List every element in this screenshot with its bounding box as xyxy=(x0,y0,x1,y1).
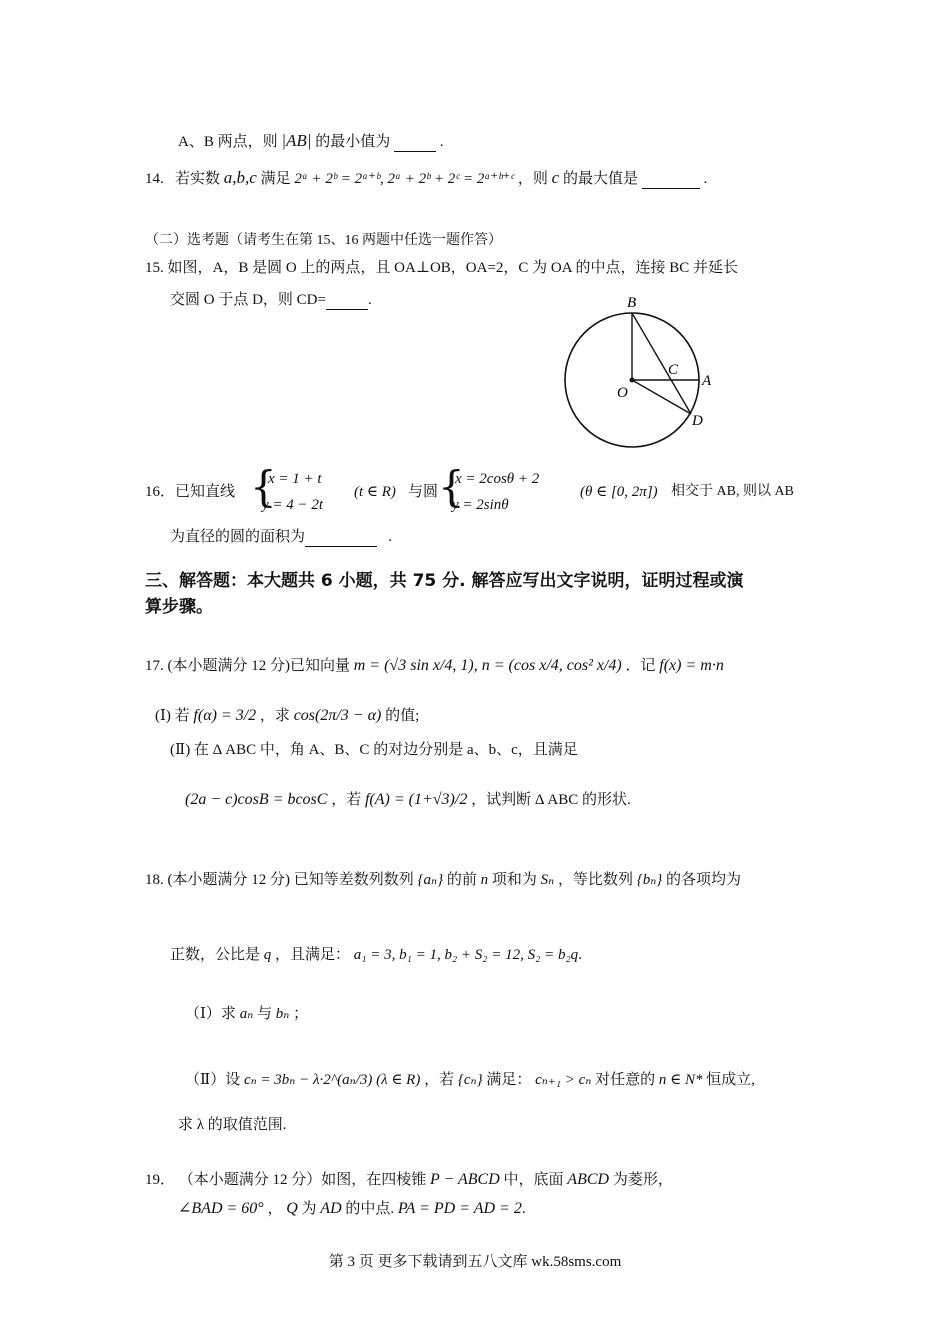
q13-end: . xyxy=(439,134,444,150)
q18-p1-a: （Ⅰ）求 xyxy=(185,1006,236,1022)
q18-an-seq: {aₙ} xyxy=(417,872,444,888)
q15-circle-figure xyxy=(555,288,755,458)
q17-part1 xyxy=(155,706,419,726)
q17-p2-condition: (2a − c)cosB = bcosC xyxy=(185,791,328,808)
q13-ab-abs: |AB| xyxy=(281,131,312,150)
q16-line-eq1: x = 1 + t xyxy=(268,471,322,487)
q18-p2-b: ，若 xyxy=(424,1072,455,1088)
q17-vectors: m = (√3 sin x/4, 1), n = (cos x/4, cos² x/4) xyxy=(353,657,622,674)
q19-line2-end: . xyxy=(521,1201,526,1217)
q16-line-brace: { xyxy=(250,462,277,511)
q13-text-a: A、B 两点，则 xyxy=(178,134,278,150)
q14-answer-blank xyxy=(642,188,700,189)
q18-n: n xyxy=(480,872,489,888)
q18-q: q xyxy=(263,947,272,963)
q16-circle-eq2: y = 2sinθ xyxy=(452,497,509,513)
segment-bd xyxy=(632,313,691,414)
q19-q: Q xyxy=(286,1200,298,1217)
label-a: A xyxy=(702,373,712,389)
q18-p2-set: {cₙ} xyxy=(457,1072,483,1088)
q19-line2-a: ， xyxy=(267,1201,283,1217)
q18-text-e: 的各项均为 xyxy=(666,872,742,888)
q17-p1-label: (Ⅰ) 若 xyxy=(155,708,190,724)
q16-param-theta: (θ ∈ [0, 2π]) xyxy=(580,484,658,500)
q19-text-c: 为菱形， xyxy=(612,1172,673,1188)
q17-fx-def: f(x) = m·n xyxy=(659,657,724,674)
q18-text-d: ，等比数列 xyxy=(557,872,633,888)
q13-answer-blank xyxy=(394,151,436,152)
q18-part2-line2: 求 λ 的取值范围. xyxy=(178,1117,287,1133)
q18-p2-a: （Ⅱ）设 xyxy=(185,1072,241,1088)
q18-bn-seq: {bₙ} xyxy=(636,872,663,888)
q13-tail-line xyxy=(178,131,443,152)
q18-part1 xyxy=(185,1004,308,1024)
q14-text-b: 满足 xyxy=(260,171,291,187)
q17-part2-line2 xyxy=(185,790,631,810)
q16-answer-blank xyxy=(305,546,377,547)
q14-text-d: 的最大值是 xyxy=(562,171,638,187)
q16-line2-text: 为直径的圆的面积为 xyxy=(170,529,306,545)
q16-tail: 相交于 AB, 则以 AB xyxy=(671,484,794,499)
q18-line2-b: ，且满足： xyxy=(275,947,351,963)
q14-num: 14. xyxy=(145,171,164,187)
q18-intro: 18. (本小题满分 12 分) 已知等差数列数列 xyxy=(145,872,414,888)
q13-text-b: 的最小值为 xyxy=(315,134,391,150)
q16-line2 xyxy=(170,527,392,547)
q15-line2-text: 交圆 O 于点 D，则 CD= xyxy=(170,292,326,308)
q18-p1-an: aₙ xyxy=(239,1006,254,1022)
q18-p1-b: 与 xyxy=(257,1006,273,1022)
q17-p1-given: f(α) = 3/2 xyxy=(193,707,257,724)
segment-od xyxy=(632,380,691,414)
q18-p2-n: n ∈ N* xyxy=(658,1072,703,1088)
q19-line1 xyxy=(145,1170,673,1190)
label-c: C xyxy=(668,362,679,378)
q18-line1 xyxy=(145,870,741,890)
q14-condition: 2ᵃ + 2ᵇ = 2ᵃ⁺ᵇ, 2ᵃ + 2ᵇ + 2ᶜ = 2ᵃ⁺ᵇ⁺ᶜ xyxy=(294,171,515,187)
q17-p2-fa: f(A) = (1+√3)/2 xyxy=(364,791,468,808)
q18-p1-end: ； xyxy=(293,1006,309,1022)
label-o: O xyxy=(617,385,628,401)
q19-line2-c: 的中点. xyxy=(345,1201,395,1217)
q17-p1-target: cos(2π/3 − α) xyxy=(293,707,382,724)
q16-mid: 与圆 xyxy=(408,484,439,500)
q19-line2-b: 为 xyxy=(301,1201,317,1217)
q18-p1-bn: bₙ xyxy=(275,1006,290,1022)
q14-text-c: ，则 xyxy=(517,171,548,187)
q16-param-t: (t ∈ R) xyxy=(354,484,396,500)
q18-conditions: a₁ = 3, b₁ = 1, b₂ + S₂ = 12, S₂ = b₂q xyxy=(353,947,579,963)
q18-p2-cn: cₙ = 3bₙ − λ·2^(aₙ/3) xyxy=(243,1072,373,1088)
q18-p2-e: 恒成立, xyxy=(706,1072,755,1088)
q19-pyramid: P − ABCD xyxy=(430,1171,500,1188)
q17-line1 xyxy=(145,656,724,676)
q17-note: ．记 xyxy=(625,658,656,674)
q17-p1-tail: 的值; xyxy=(385,708,420,724)
page-footer: 第 3 页 更多下载请到五八文库 wk.58sms.com xyxy=(328,1254,622,1270)
q19-base: ABCD xyxy=(567,1171,610,1188)
section3-heading-line1: 三、解答题：本大题共 6 小题，共 75 分. 解答应写出文字说明，证明过程或演 xyxy=(145,571,744,591)
q18-p2-d: 对任意的 xyxy=(595,1072,656,1088)
q14-text-a: 若实数 xyxy=(175,171,221,187)
q18-line2-end: . xyxy=(578,947,582,963)
q14-line xyxy=(145,168,707,189)
q19-equalities: PA = PD = AD = 2 xyxy=(397,1200,522,1217)
q17-p2-tail: ，试判断 Δ ABC 的形状. xyxy=(471,792,631,808)
q14-end: . xyxy=(703,171,708,187)
q19-line2 xyxy=(178,1199,526,1219)
q18-part2 xyxy=(185,1070,755,1090)
elective-section-heading: （二）选考题（请考生在第 15、16 两题中任选一题作答） xyxy=(145,233,502,248)
q16-line2-end: . xyxy=(388,529,393,545)
section3-heading-line2: 算步骤。 xyxy=(145,597,213,617)
q14-var-c: c xyxy=(551,168,560,187)
q19-text-b: 中，底面 xyxy=(503,1172,564,1188)
q15-line2 xyxy=(170,290,372,310)
q18-line2 xyxy=(170,945,582,965)
q14-vars: a,b,c xyxy=(223,168,257,187)
label-b: B xyxy=(627,295,637,311)
q15-line1: 15. 如图，A，B 是圆 O 上的两点，且 OA⊥OB，OA=2，C 为 OA 的中点，连接 BC 并延长 xyxy=(145,260,739,276)
q18-p2-lambda: (λ ∈ R) xyxy=(376,1072,421,1088)
q15-line2-end: . xyxy=(367,292,372,308)
point-o xyxy=(630,378,635,383)
q15-answer-blank xyxy=(326,309,368,310)
q16-num: 16．已知直线 xyxy=(145,484,236,500)
q18-text-c: 项和为 xyxy=(491,872,537,888)
q19-intro: 19． （本小题满分 12 分）如图，在四棱锥 xyxy=(145,1172,427,1188)
q18-p2-c: 满足： xyxy=(486,1072,532,1088)
q18-sn: Sₙ xyxy=(540,872,555,888)
q18-line2-a: 正数，公比是 xyxy=(170,947,261,963)
q19-angle: ∠BAD = 60° xyxy=(178,1200,264,1217)
q18-text-b: 的前 xyxy=(446,872,477,888)
q17-p2-mid: ，若 xyxy=(331,792,362,808)
q16-circle-brace: { xyxy=(438,462,465,511)
label-d: D xyxy=(692,413,703,429)
q16-circle-eq1: x = 2cosθ + 2 xyxy=(455,471,540,487)
q17-intro: 17. (本小题满分 12 分)已知向量 xyxy=(145,658,350,674)
q17-part2-line1: (Ⅱ) 在 Δ ABC 中，角 A、B、C 的对边分别是 a、b、c，且满足 xyxy=(170,742,578,758)
q16-line-eq2: y = 4 − 2t xyxy=(262,497,324,513)
q17-p1-mid: ，求 xyxy=(259,708,290,724)
q18-p2-ineq: cₙ₊₁ > cₙ xyxy=(535,1072,592,1088)
q19-ad: AD xyxy=(320,1200,342,1217)
